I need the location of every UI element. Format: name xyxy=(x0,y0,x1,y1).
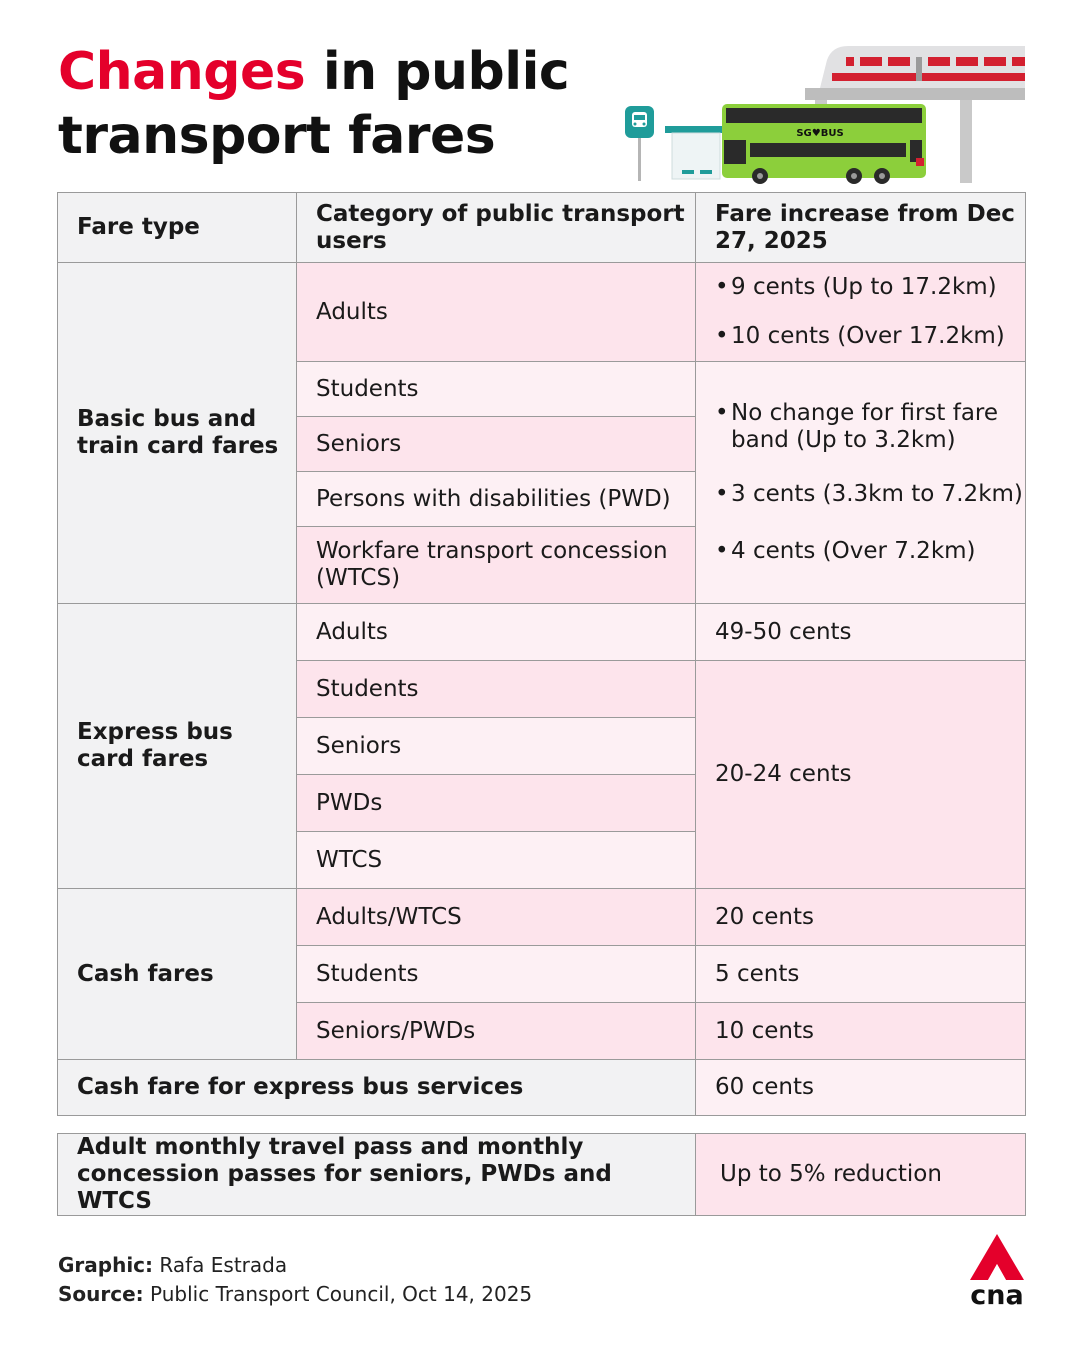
category-cell: Adults xyxy=(297,263,696,362)
page-title xyxy=(58,40,569,168)
category-cell: Seniors/PWDs xyxy=(297,1003,696,1060)
category-cell: WTCS xyxy=(297,832,696,889)
graphic-label: Graphic: xyxy=(58,1253,154,1277)
category-cell: Adults/WTCS xyxy=(297,889,696,946)
title-line2: transport fares xyxy=(58,106,496,166)
fare-bullet: • No change for first fare band (Up to 3.2km) xyxy=(715,400,1025,454)
category-cell: Workfare transport concession (WTCS) xyxy=(297,527,696,604)
fare-cell: 20 cents xyxy=(696,889,1026,946)
bus-label: SG♥BUS xyxy=(796,128,844,139)
fare-bullet: • 9 cents (Up to 17.2km) xyxy=(715,274,1025,301)
table-row xyxy=(58,263,1026,362)
fare-bullet: • 3 cents (3.3km to 7.2km) xyxy=(715,481,1025,508)
bus-stop-sign-icon xyxy=(625,106,654,181)
fare-cell: 5 cents xyxy=(696,946,1026,1003)
header-fare-increase: Fare increase from Dec 27, 2025 xyxy=(696,193,1026,263)
fare-type-express: Express bus card fares xyxy=(58,604,297,889)
source-label: Source: xyxy=(58,1282,144,1306)
transport-illustration xyxy=(620,40,1025,185)
table-row xyxy=(58,604,1026,661)
fare-type-express-cash: Cash fare for express bus services xyxy=(58,1060,696,1116)
source-credit xyxy=(58,1280,532,1309)
fare-cell: 10 cents xyxy=(696,1003,1026,1060)
fare-bullet: • 4 cents (Over 7.2km) xyxy=(715,538,1025,565)
fare-cell xyxy=(696,263,1026,362)
fare-cell: 49-50 cents xyxy=(696,604,1026,661)
graphic-credit xyxy=(58,1251,532,1280)
title-line1: in public xyxy=(305,42,570,102)
cna-logo xyxy=(966,1232,1028,1308)
table-header-row xyxy=(58,193,1026,263)
fare-bullet: • 10 cents (Over 17.2km) xyxy=(715,323,1025,350)
category-cell: Students xyxy=(297,661,696,718)
fare-cell: 60 cents xyxy=(696,1060,1026,1116)
fare-cell: 20-24 cents xyxy=(696,661,1026,889)
pass-value: Up to 5% reduction xyxy=(696,1134,1026,1216)
category-cell: Students xyxy=(297,946,696,1003)
credits xyxy=(58,1251,532,1309)
source-text: Public Transport Council, Oct 14, 2025 xyxy=(150,1282,533,1306)
fare-type-cash: Cash fares xyxy=(58,889,297,1060)
category-cell: Persons with disabilities (PWD) xyxy=(297,472,696,527)
pass-label: Adult monthly travel pass and monthly concession passes for seniors, PWDs and WTCS xyxy=(58,1134,696,1216)
category-cell: Seniors xyxy=(297,417,696,472)
table-row xyxy=(58,1134,1026,1216)
bus-icon xyxy=(722,104,926,184)
category-cell: Adults xyxy=(297,604,696,661)
category-cell: Students xyxy=(297,362,696,417)
table-row xyxy=(58,889,1026,946)
monthly-pass-table xyxy=(57,1133,1026,1216)
title-highlight: Changes xyxy=(58,42,306,102)
header-category: Category of public transport users xyxy=(297,193,696,263)
fare-cell xyxy=(696,362,1026,604)
fare-type-basic: Basic bus and train card fares xyxy=(58,263,297,604)
table-row xyxy=(58,1060,1026,1116)
logo-text: cna xyxy=(970,1280,1024,1308)
category-cell: Seniors xyxy=(297,718,696,775)
graphic-name: Rafa Estrada xyxy=(159,1253,288,1277)
header-fare-type: Fare type xyxy=(58,193,297,263)
fares-table xyxy=(57,192,1026,1116)
category-cell: PWDs xyxy=(297,775,696,832)
